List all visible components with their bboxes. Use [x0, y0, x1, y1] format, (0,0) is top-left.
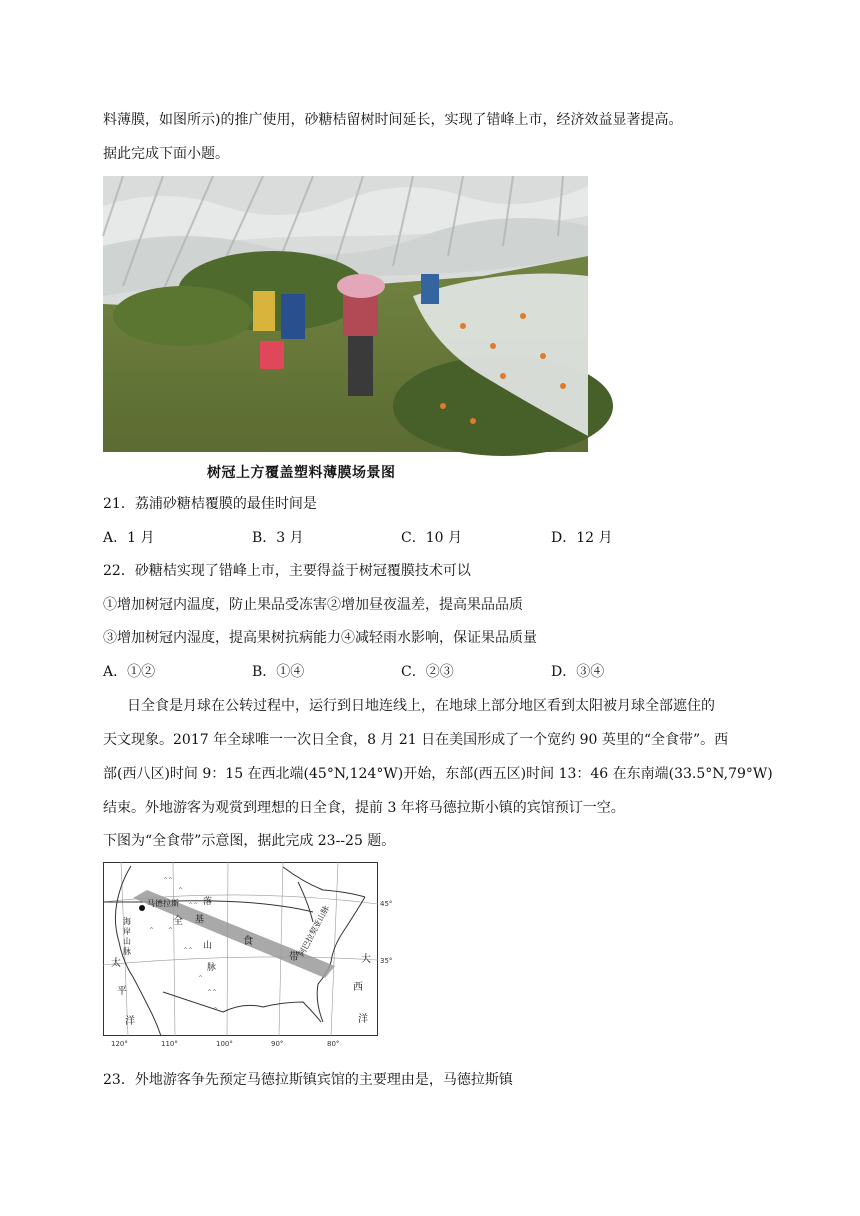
- map-pacific-3: 洋: [125, 1016, 135, 1027]
- map-lon-120: 120°: [111, 1040, 128, 1048]
- map-atlantic-3: 洋: [358, 1014, 368, 1025]
- map-lon-110: 110°: [161, 1040, 178, 1048]
- map-lon-80: 80°: [327, 1040, 340, 1048]
- eclipse-band-map: [103, 862, 393, 1048]
- map-rocky-4: 脉: [207, 963, 217, 973]
- q21-option-b: B．3 月: [252, 530, 304, 546]
- svg-text:^: ^: [198, 975, 204, 982]
- q22-option-d: D．③④: [551, 664, 605, 680]
- map-coast-1: 海: [123, 917, 131, 926]
- map-appalachian-label: 阿巴拉契亚山脉: [296, 904, 332, 958]
- map-coast-3: 山: [123, 937, 131, 946]
- q22-statements-2: ③增加树冠内湿度，提高果树抗病能力④减轻雨水影响，保证果品质量: [103, 630, 537, 646]
- map-pacific-2: 平: [117, 986, 127, 997]
- map-rocky-1: 落: [203, 897, 213, 907]
- madras-town-marker: [139, 905, 145, 911]
- q22-statements-1: ①增加树冠内温度，防止果品受冻害②增加昼夜温差，提高果品品质: [103, 597, 523, 613]
- text-line-2: 据此完成下面小题。: [103, 146, 229, 162]
- map-lat-35: 35°: [380, 957, 393, 965]
- q21-option-c: C．10 月: [401, 530, 462, 546]
- photo-caption: 树冠上方覆盖塑料薄膜场景图: [207, 465, 396, 481]
- map-coast-4: 脉: [123, 947, 131, 956]
- map-band-char-2: 食: [243, 936, 253, 947]
- map-lon-100: 100°: [216, 1040, 233, 1048]
- map-atlantic-2: 西: [353, 982, 363, 993]
- q21-option-d: D．12 月: [551, 530, 613, 546]
- q21-option-a: A．1 月: [103, 530, 155, 546]
- svg-text:^^: ^^: [163, 877, 174, 884]
- paragraph-line-2: 天文现象。2017 年全球唯一一次日全食，8 月 21 日在美国形成了一个宽约 90 英里的“全食带”。西: [103, 732, 729, 748]
- svg-text:^^: ^^: [183, 947, 194, 954]
- svg-text:^: ^: [178, 887, 184, 894]
- paragraph-line-3: 部(西八区)时间 9：15 在西北端(45°N,124°W)开始，东部(西五区)时间 13：46 在东南端(33.5°N,79°W): [103, 766, 773, 782]
- svg-text:^: ^: [168, 927, 174, 934]
- map-band-char-1: 全: [173, 916, 183, 927]
- question-23: 23．外地游客争先预定马德拉斯镇宾馆的主要理由是，马德拉斯镇: [103, 1072, 513, 1088]
- text-line-1: 料薄膜，如图所示)的推广使用，砂糖桔留树时间延长，实现了错峰上市，经济效益显著提高。: [103, 112, 683, 128]
- paragraph-line-5: 下图为“全食带”示意图，据此完成 23--25 题。: [103, 833, 396, 849]
- map-pacific-1: 太: [111, 958, 121, 969]
- q22-option-a: A．①②: [103, 664, 156, 680]
- q22-option-c: C．②③: [401, 664, 454, 680]
- svg-text:^^: ^^: [207, 989, 218, 996]
- q22-option-b: B．①④: [252, 664, 305, 680]
- paragraph-line-4: 结束。外地游客为观赏到理想的日全食，提前 3 年将马德拉斯小镇的宾馆预订一空。: [103, 800, 625, 816]
- map-atlantic-1: 大: [361, 954, 371, 965]
- svg-text:^: ^: [149, 927, 155, 934]
- map-coast-2: 岸: [123, 927, 131, 936]
- map-band-char-3: 带: [289, 952, 299, 963]
- orchard-photo: [103, 176, 588, 452]
- map-rocky-3: 山: [203, 941, 213, 951]
- map-lon-90: 90°: [271, 1040, 284, 1048]
- map-town-label: 马德拉斯: [147, 899, 179, 908]
- question-21: 21．荔浦砂糖桔覆膜的最佳时间是: [103, 496, 317, 512]
- map-rocky-2: 基: [195, 915, 205, 925]
- question-22: 22．砂糖桔实现了错峰上市，主要得益于树冠覆膜技术可以: [103, 563, 471, 579]
- svg-text:^^: ^^: [188, 902, 199, 909]
- paragraph-line-1: 日全食是月球在公转过程中，运行到日地连线上，在地球上部分地区看到太阳被月球全部遮住的: [127, 698, 715, 714]
- svg-text:^: ^: [213, 1007, 219, 1014]
- map-lat-45: 45°: [380, 900, 393, 908]
